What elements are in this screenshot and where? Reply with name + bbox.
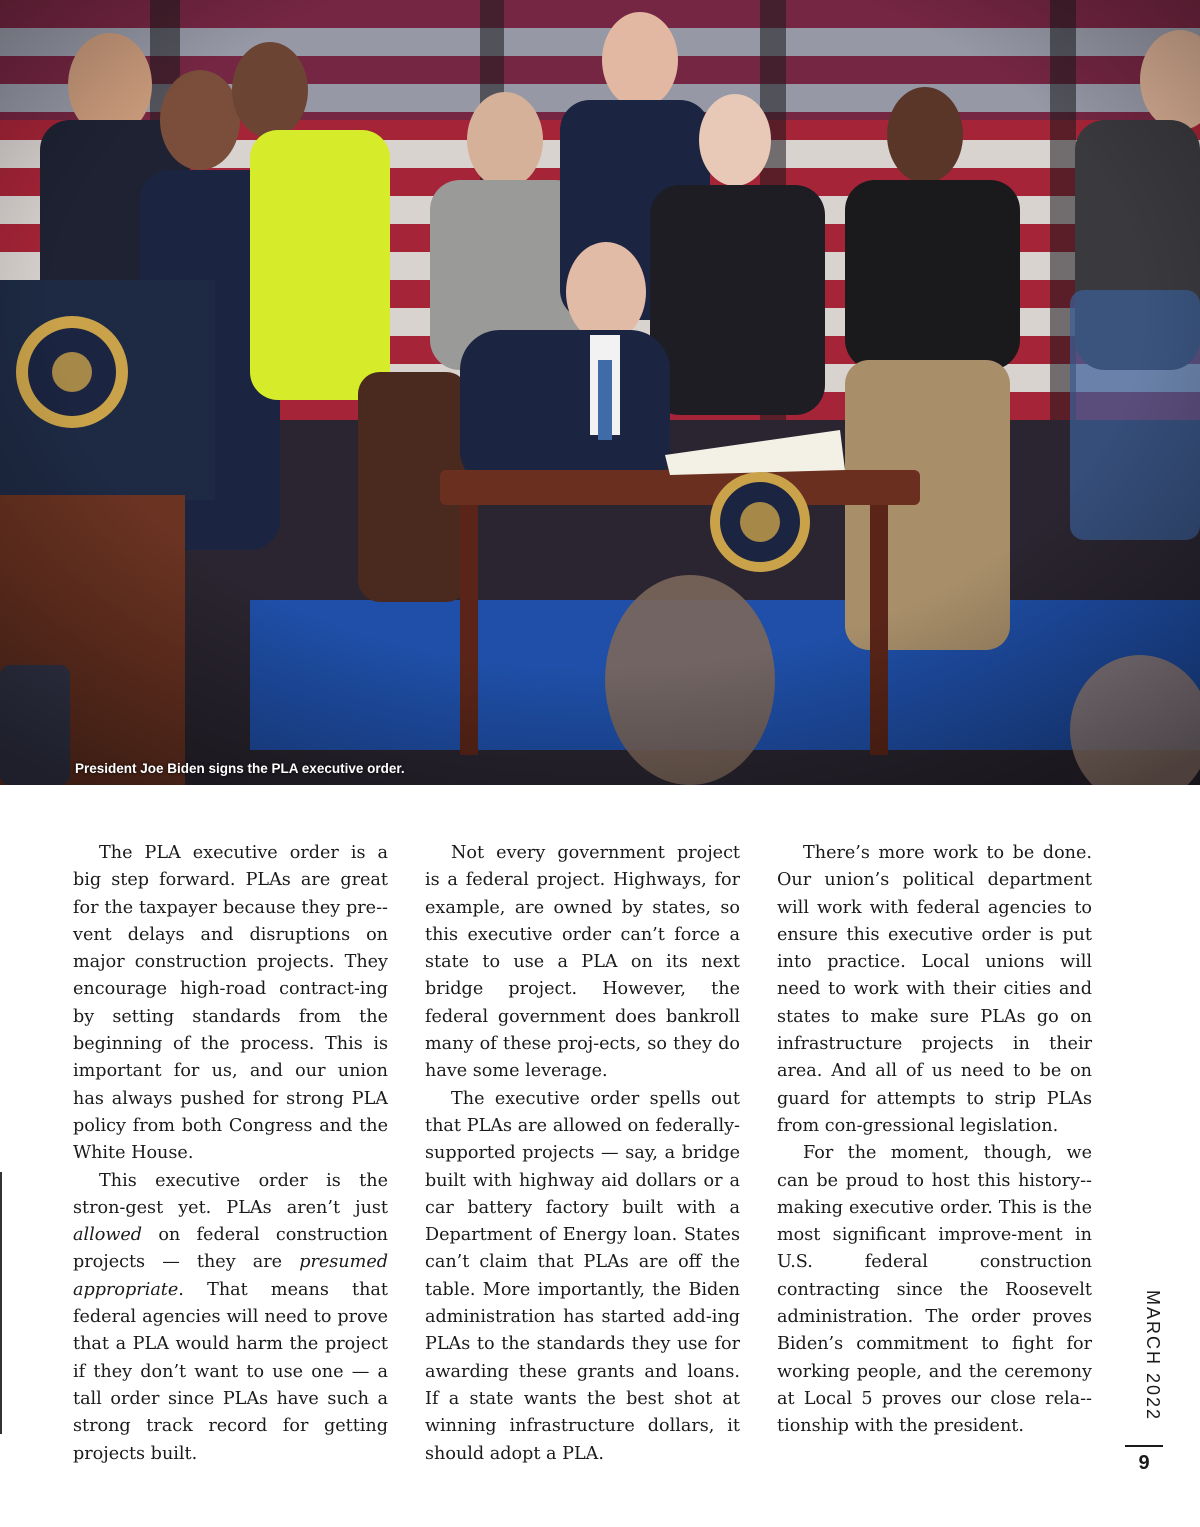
column-1 <box>73 840 388 1468</box>
paragraph: The executive order spells out that PLAs are allowed on federally-supported projects — say, a bridge built with highway aid dollars or a car battery factory built with a Department of Energy loan. States can’t claim that PLAs are off the table. More importantly, the Biden administration has started add-ing PLAs to the standards they use for awarding these grants and loans. If a state wants the best shot at winning infrastructure dollars, it should adopt a PLA. <box>425 1088 740 1464</box>
emphasis: allowed <box>73 1225 143 1246</box>
photo-caption: President Joe Biden signs the PLA executive order. <box>75 761 405 776</box>
paragraph: This executive order is the stron-gest yet. PLAs aren’t just allowed on federal construction projects — they are presumed appropriate. That means that federal agencies will need to prove that a PLA would harm the project if they don’t want to use one — a tall order since PLAs have such a strong track record for getting projects built. <box>73 1170 388 1464</box>
margin-rule <box>0 1172 2 1434</box>
column-2 <box>425 840 740 1468</box>
column-3 <box>777 840 1092 1468</box>
paragraph: Not every government project is a federal project. Highways, for example, are owned by states, so this executive order can’t force a state to use a PLA on its next bridge project. However, the federal government does bankroll many of these proj-ects, so they do have some leverage. <box>425 843 740 1082</box>
issue-date: MARCH 2022 <box>1143 1290 1163 1422</box>
emphasis: presumed appropriate <box>73 1252 388 1300</box>
paragraph: For the moment, though, we can be proud to host this history-making executive order. This is the most significant improve-ment in U.S. federal construction contracting since the Roosevelt administration. The order proves Biden’s commitment to fight for working people, and the ceremony at Local 5 proves our close rela-tionship with the president. <box>777 1143 1092 1437</box>
page-number: 9 <box>1138 1452 1150 1474</box>
paragraph: The PLA executive order is a big step forward. PLAs are great for the taxpayer because they pre-vent delays and disruptions on major construction projects. They encourage high-road contract-ing by setting standards from the beginning of the process. This is important for us, and our union has always pushed for strong PLA policy from both Congress and the White House. <box>73 843 388 1164</box>
paragraph: There’s more work to be done. Our union’s political department will work with federal agencies to ensure this executive order is put into practice. Local unions will need to work with their cities and states to make sure PLAs go on infrastructure projects in their area. And all of us need to be on guard for attempts to strip PLAs from con-gressional legislation. <box>777 843 1092 1136</box>
page-number-rule <box>1125 1445 1163 1447</box>
article-body <box>73 840 1092 1468</box>
